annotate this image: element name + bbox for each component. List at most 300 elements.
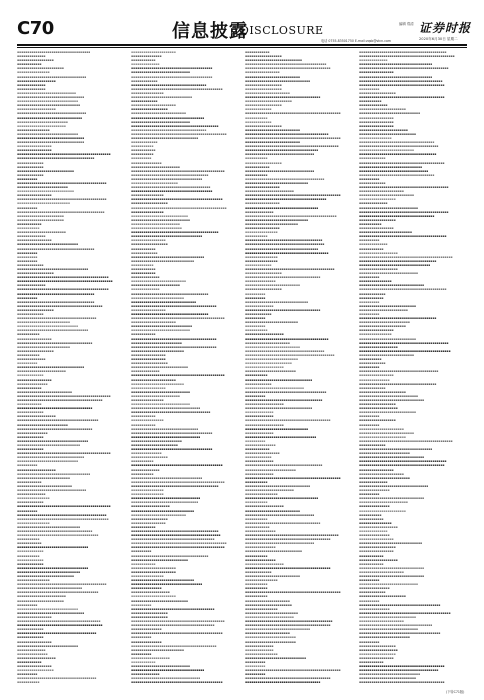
listing-line: ▪▪▪▪▪▪▪▪▪▪▪▪▪▪▪▪ [131, 574, 164, 578]
listing-line: ▪▪▪▪▪▪▪▪▪▪▪▪▪▪▪▪ [17, 127, 50, 132]
listing-line: ▪▪▪▪▪▪▪▪▪▪▪▪▪▪▪▪ [17, 496, 50, 501]
listing-line: ▪▪▪▪▪▪▪▪▪▪▪▪▪▪▪▪▪▪▪▪▪▪▪ [245, 99, 292, 104]
listing-line: ▪▪▪▪▪▪▪▪▪▪▪▪ [245, 447, 270, 452]
listing-line: ▪▪▪▪▪▪▪▪▪▪▪▪▪▪▪▪▪▪▪▪▪▪▪▪▪▪▪▪▪▪▪▪▪▪▪▪▪▪▪▪ [17, 533, 99, 538]
listing-line: ▪▪▪▪▪▪▪▪▪▪▪▪▪ [17, 434, 44, 439]
listing-line: ▪▪▪▪▪▪▪▪▪▪▪▪▪▪▪▪▪▪▪▪▪▪▪▪▪▪▪▪▪▪▪▪▪▪▪▪▪▪▪▪▪▪▪▪▪ [245, 213, 337, 218]
listing-line: ▪▪▪▪▪▪▪▪▪▪▪▪▪▪▪▪▪▪▪▪▪▪▪▪▪▪▪▪▪▪▪▪▪▪▪▪▪▪ [245, 238, 323, 243]
listing-line: ▪▪▪▪▪▪▪▪▪▪▪▪▪▪▪▪▪▪ [359, 217, 396, 222]
listing-line: ▪▪▪▪▪▪▪▪▪▪ [131, 651, 152, 656]
listing-line: ▪▪▪▪▪▪▪▪▪▪▪▪▪▪▪▪▪▪▪▪▪▪▪▪▪ [131, 340, 182, 345]
listing-line: ▪▪▪▪▪▪▪▪▪▪ [359, 639, 380, 644]
listing-line: ▪▪▪▪▪▪▪▪▪▪ [17, 250, 38, 255]
listing-line: ▪▪▪▪▪▪▪▪▪▪▪▪▪▪▪ [17, 381, 48, 386]
listing-line: ▪▪▪▪▪▪▪▪▪▪▪▪▪▪▪▪▪▪▪▪▪▪▪▪▪▪▪▪▪▪▪▪▪▪▪ [131, 582, 203, 587]
listing-line: ▪▪▪▪▪▪▪▪▪▪▪▪▪▪▪▪▪▪▪▪▪▪▪▪▪▪▪▪▪▪▪▪▪▪▪▪▪▪▪▪ [245, 197, 327, 202]
listing-line: ▪▪▪▪▪▪▪▪▪▪▪▪▪▪▪ [359, 606, 390, 611]
listing-line: ▪▪▪▪▪▪▪▪▪▪▪▪▪▪▪▪▪▪▪▪▪▪▪▪▪▪▪▪▪▪▪▪▪▪▪▪▪▪▪▪ [17, 590, 99, 595]
listing-line: ▪▪▪▪▪▪▪▪▪▪▪▪▪▪▪▪▪▪▪▪▪▪▪▪▪▪▪▪▪▪▪▪▪▪▪ [131, 176, 203, 181]
listing-line: ▪▪▪▪▪▪▪▪▪▪▪▪▪▪▪▪▪▪▪▪▪▪▪▪▪▪▪▪▪▪▪▪▪▪▪▪▪▪▪▪▪▪▪▪▪▪▪ [245, 668, 341, 673]
listing-line: ▪▪▪▪▪▪▪▪▪▪ [245, 324, 266, 329]
listing-line: ▪▪▪▪▪▪▪▪▪▪▪▪▪▪▪▪▪▪▪▪▪▪▪▪▪▪▪▪▪▪▪▪▪▪▪▪▪▪▪▪▪▪▪▪▪ [131, 86, 223, 91]
listing-line: ▪▪▪▪▪▪▪▪▪▪▪▪ [17, 385, 42, 390]
listing-line: ▪▪▪▪▪▪▪▪▪▪▪▪▪▪▪▪▪▪▪▪▪▪▪▪▪▪▪▪▪▪▪▪▪▪▪▪▪▪▪▪▪▪ [245, 623, 331, 628]
listing-line: ▪▪▪▪▪▪▪▪▪▪▪▪▪▪▪▪▪▪▪▪▪▪▪▪▪▪▪▪▪ [359, 205, 418, 210]
listing-line: ▪▪▪▪▪▪▪▪▪▪▪▪▪▪▪▪▪▪▪▪▪▪▪▪▪ [17, 119, 68, 124]
listing-line: ▪▪▪▪▪▪▪▪▪▪▪▪▪▪▪▪▪▪▪▪▪▪▪▪▪▪▪▪▪▪▪▪▪▪▪▪▪▪▪▪▪▪▪▪▪▪▪ [359, 54, 455, 59]
listing-line: ▪▪▪▪▪▪▪▪▪▪▪▪▪▪▪▪▪▪▪▪▪▪▪▪▪▪▪▪▪▪▪▪▪▪▪▪▪▪ [17, 299, 95, 304]
listing-line: ▪▪▪▪▪▪▪▪▪▪▪▪▪▪ [245, 430, 274, 435]
listing-line: ▪▪▪▪▪▪▪▪▪▪▪▪▪▪▪▪▪▪▪▪▪▪▪▪▪▪▪ [245, 344, 300, 349]
listing-line: ▪▪▪▪▪▪▪▪▪▪▪▪▪ [17, 164, 44, 169]
listing-line: ▪▪▪▪▪▪▪▪▪▪▪▪▪▪▪▪▪▪▪▪▪▪▪▪▪▪▪▪▪▪▪▪▪▪▪ [17, 438, 89, 443]
listing-line: ▪▪▪▪▪▪▪▪▪▪▪▪▪▪▪▪▪▪▪▪▪▪▪▪▪▪▪▪▪▪▪▪▪ [131, 426, 199, 431]
listing-line: ▪▪▪▪▪▪▪▪▪▪▪▪▪▪▪▪▪▪▪▪▪▪▪▪▪▪▪▪▪▪▪▪▪▪ [359, 483, 429, 488]
listing-line: ▪▪▪▪▪▪▪▪▪▪▪▪▪▪▪▪▪▪▪ [131, 655, 170, 660]
listing-line: ▪▪▪▪▪▪▪▪▪▪▪▪▪▪▪▪▪▪▪▪▪▪▪▪▪▪▪▪▪▪▪▪▪▪▪▪▪▪▪▪▪▪▪ [359, 234, 447, 239]
listing-line: ▪▪▪▪▪▪▪▪▪▪▪▪▪▪▪▪▪▪▪▪▪▪▪▪▪▪▪▪▪▪▪▪▪▪▪▪▪▪▪▪▪ [359, 78, 443, 83]
listing-line: ▪▪▪▪▪▪▪▪▪▪▪▪▪▪▪▪▪▪▪▪▪▪▪▪▪▪▪▪▪▪▪▪▪▪▪▪▪▪▪ [245, 242, 325, 247]
listing-line: ▪▪▪▪▪▪▪▪▪▪▪▪▪▪▪▪▪▪▪▪▪▪▪▪▪▪▪▪▪▪▪▪▪▪▪▪▪▪▪▪ [131, 189, 213, 194]
listing-line: ▪▪▪▪▪▪▪▪▪▪▪▪▪▪▪ [17, 430, 48, 435]
listing-line: ▪▪▪▪▪▪▪▪▪▪▪▪▪▪▪▪▪▪▪▪▪▪▪▪▪▪▪▪▪▪▪▪▪▪▪▪▪▪▪▪▪▪▪▪ [245, 266, 335, 271]
listing-line: ▪▪▪▪▪▪▪▪▪▪▪▪▪ [17, 172, 44, 177]
listing-line: ▪▪▪▪▪▪▪▪▪▪▪▪▪ [245, 381, 272, 386]
listing-line: ▪▪▪▪▪▪▪▪▪▪▪▪▪▪▪▪▪▪▪▪▪▪▪▪▪▪ [245, 610, 298, 615]
listing-line: ▪▪▪▪▪▪▪▪▪▪▪▪ [131, 561, 156, 566]
listing-line: ▪▪▪▪▪▪▪▪▪▪▪▪▪▪▪▪▪▪▪▪▪▪▪▪▪▪▪▪▪▪▪ [245, 426, 309, 431]
listing-line: ▪▪▪▪▪▪▪▪▪▪▪ [17, 352, 40, 357]
listing-line: ▪▪▪▪▪▪▪▪▪▪▪▪▪ [17, 262, 44, 267]
listing-line: ▪▪▪▪▪▪▪▪▪▪▪▪▪▪▪▪▪▪▪▪▪▪▪▪▪▪▪▪▪▪▪▪▪▪▪▪▪▪ [17, 291, 95, 296]
listing-line: ▪▪▪▪▪▪▪▪▪▪▪ [131, 459, 154, 464]
listing-line: ▪▪▪▪▪▪▪▪▪▪▪▪▪▪▪▪▪▪ [245, 271, 282, 276]
listing-line: ▪▪▪▪▪▪▪▪▪▪▪▪▪▪▪▪ [359, 135, 392, 140]
listing-line: ▪▪▪▪▪▪▪▪▪▪▪▪▪▪▪▪▪▪▪▪▪▪▪▪▪▪▪▪ [131, 365, 188, 370]
listing-line: ▪▪▪▪▪▪▪▪▪▪▪ [359, 221, 382, 226]
newspaper-logo: 证券时报 [419, 21, 472, 35]
listing-line: ▪▪▪▪▪▪▪▪▪▪▪▪ [17, 479, 42, 484]
listing-line: ▪▪▪▪▪▪▪▪▪▪▪▪▪▪▪▪▪▪▪▪▪▪▪▪▪ [17, 185, 68, 190]
listing-line: ▪▪▪▪▪▪▪▪▪▪▪▪▪▪▪▪▪▪▪▪▪▪▪▪▪▪▪ [245, 74, 300, 79]
listing-line: ▪▪▪▪▪▪▪▪▪▪▪▪▪▪▪▪▪▪▪▪▪▪▪▪▪ [17, 422, 68, 427]
listing-line: ▪▪▪▪▪▪▪▪▪▪▪▪▪▪▪▪▪▪▪▪▪▪▪▪▪▪▪▪▪▪▪▪▪▪▪▪▪▪▪▪▪▪▪ [245, 619, 333, 624]
listing-line: ▪▪▪▪▪▪▪▪▪▪ [131, 602, 152, 607]
listing-line: ▪▪▪▪▪▪▪▪▪▪▪▪▪▪▪▪▪▪▪▪▪▪▪▪▪▪▪▪▪▪▪▪▪▪▪▪▪▪▪▪▪▪ [359, 664, 445, 669]
listing-line: ▪▪▪▪▪▪▪▪▪▪ [131, 635, 152, 640]
listing-line: ▪▪▪▪▪▪▪▪▪▪▪▪▪▪▪▪▪▪▪▪▪▪▪▪▪▪▪ [17, 483, 72, 488]
listing-line: ▪▪▪▪▪▪▪▪▪▪▪▪▪▪▪▪ [131, 492, 164, 497]
listing-line: ▪▪▪▪▪▪▪▪▪▪▪▪▪▪▪▪▪▪▪ [245, 422, 284, 427]
listing-line: ▪▪▪▪▪▪▪▪▪▪▪▪▪▪ [359, 103, 388, 108]
listing-line: ▪▪▪▪▪▪▪▪▪▪▪▪▪▪▪▪▪▪▪▪▪▪ [359, 189, 404, 194]
listing-line: ▪▪▪▪▪▪▪▪▪▪▪▪▪▪▪▪▪▪▪▪▪▪▪▪▪▪▪▪▪▪▪▪▪▪ [131, 496, 201, 501]
listing-line: ▪▪▪▪▪▪▪▪▪▪▪▪▪▪▪▪▪▪▪▪▪▪▪▪▪▪▪▪▪▪▪▪ [359, 496, 425, 501]
listing-line: ▪▪▪▪▪▪▪▪▪▪▪▪ [17, 541, 42, 546]
listing-line: ▪▪▪▪▪▪▪▪▪▪▪▪▪▪▪▪▪▪▪▪▪▪▪▪▪▪▪▪▪▪▪▪▪▪▪▪▪▪▪▪▪ [131, 537, 215, 542]
column-3 [245, 50, 353, 686]
listing-line: ▪▪▪▪▪▪▪▪▪▪▪▪▪▪▪▪▪▪▪▪▪▪▪▪▪▪▪ [359, 430, 414, 435]
listing-line: ▪▪▪▪▪▪▪▪▪▪▪▪▪▪▪▪▪▪▪▪▪▪▪▪▪▪▪▪ [359, 303, 416, 308]
listing-line: ▪▪▪▪▪▪▪▪▪▪▪▪▪▪ [17, 82, 46, 87]
listing-line: ▪▪▪▪▪▪▪▪▪▪▪▪▪▪▪▪▪▪▪▪▪▪▪▪▪▪ [17, 201, 70, 206]
listing-line: ▪▪▪▪▪▪▪▪▪▪▪▪▪▪ [359, 479, 388, 484]
listing-line: ▪▪▪▪▪▪▪▪▪▪▪▪ [17, 402, 42, 407]
listing-line: ▪▪▪▪▪▪▪▪▪▪▪▪▪▪ [131, 275, 160, 280]
listing-line: ▪▪▪▪▪▪▪▪▪▪▪▪▪▪ [17, 283, 46, 288]
listing-line: ▪▪▪▪▪▪▪▪▪▪▪ [245, 328, 268, 333]
listing-line: ▪▪▪▪▪▪▪▪▪▪▪▪▪▪▪▪▪▪ [131, 614, 168, 619]
listing-line: ▪▪▪▪▪▪▪▪▪▪▪▪▪▪▪▪▪▪▪▪▪▪▪▪▪▪▪ [131, 512, 186, 517]
listing-line: ▪▪▪▪▪▪▪▪▪▪▪▪ [17, 62, 42, 67]
listing-line: ▪▪▪▪▪▪▪▪▪▪▪▪▪▪▪▪▪▪▪▪▪▪▪▪▪▪▪▪▪▪▪▪ [359, 397, 425, 402]
listing-line: ▪▪▪▪▪▪▪▪▪▪▪▪▪▪▪▪▪▪▪▪▪▪▪▪▪▪▪▪▪▪▪ [245, 299, 309, 304]
listing-line: ▪▪▪▪▪▪▪▪▪▪▪▪▪▪ [359, 201, 388, 206]
listing-line: ▪▪▪▪▪▪▪▪▪▪▪▪▪ [131, 99, 158, 104]
listing-line: ▪▪▪▪▪▪▪▪▪▪ [359, 578, 380, 583]
listing-line: ▪▪▪▪▪▪▪▪▪▪▪▪▪▪▪▪▪▪▪▪▪▪▪▪ [359, 500, 408, 505]
listing-line: ▪▪▪▪▪▪▪▪▪▪▪▪▪▪▪▪▪ [359, 70, 394, 75]
listing-line: ▪▪▪▪▪▪▪▪▪▪▪▪▪▪▪▪▪▪▪▪▪▪▪▪▪▪▪▪▪▪▪▪▪▪▪▪▪▪▪▪▪▪▪ [17, 209, 105, 214]
listing-line: ▪▪▪▪▪▪▪▪▪▪▪▪▪▪▪▪▪▪▪▪▪▪▪▪▪▪▪▪▪ [359, 271, 418, 276]
listing-line: ▪▪▪▪▪▪▪▪▪▪▪▪▪ [17, 373, 44, 378]
listing-line: ▪▪▪▪▪▪▪▪▪▪▪▪▪▪▪▪▪▪▪▪▪▪▪▪▪▪▪▪▪▪▪▪▪▪▪▪▪▪▪▪▪▪▪ [359, 287, 447, 292]
listing-line: ▪▪▪▪▪▪▪▪▪▪▪▪▪▪ [359, 242, 388, 247]
listing-line: ▪▪▪▪▪▪▪▪▪▪▪▪▪▪▪▪▪▪▪▪▪▪▪▪▪▪▪▪▪▪▪▪▪▪▪▪▪ [359, 213, 435, 218]
listing-line: ▪▪▪▪▪▪▪▪▪▪▪▪▪▪▪▪▪▪▪ [359, 557, 398, 562]
listing-line: ▪▪▪▪▪▪▪▪▪▪▪▪▪▪▪▪▪▪▪▪▪▪▪▪▪▪▪ [245, 508, 300, 513]
listing-line: ▪▪▪▪▪▪▪▪▪▪▪▪▪▪▪▪▪▪▪▪▪▪▪▪▪▪▪▪▪ [131, 328, 190, 333]
listing-line: ▪▪▪▪▪▪▪▪▪▪▪▪▪▪▪▪ [131, 209, 164, 214]
listing-line: ▪▪▪▪▪▪▪▪▪▪▪▪▪▪▪▪▪ [359, 549, 394, 554]
listing-line: ▪▪▪▪▪▪▪▪▪▪▪▪▪▪ [245, 643, 274, 648]
listing-line: ▪▪▪▪▪▪▪▪▪▪▪▪▪▪ [17, 234, 46, 239]
listing-line: ▪▪▪▪▪▪▪▪▪▪▪▪▪▪▪▪▪▪▪▪▪▪▪▪▪▪▪▪▪▪▪▪▪▪▪▪▪▪▪▪▪▪▪▪ [359, 66, 449, 71]
listing-line: ▪▪▪▪▪▪▪▪▪▪▪▪▪▪▪▪▪▪▪▪▪▪▪▪▪▪▪▪▪▪▪▪▪▪▪▪▪▪▪▪▪▪ [359, 463, 445, 468]
listing-line: ▪▪▪▪▪▪▪▪▪▪▪▪▪▪▪▪▪▪▪▪▪▪▪▪▪▪▪▪▪▪▪▪▪▪▪▪▪▪▪▪▪▪▪▪▪▪ [131, 316, 225, 321]
listing-line: ▪▪▪▪▪▪▪▪▪▪▪▪▪▪▪▪▪▪▪▪▪▪▪▪▪▪▪▪▪ [359, 582, 418, 587]
listing-line: ▪▪▪▪▪▪▪▪▪▪▪▪▪▪▪▪▪▪▪▪▪▪▪▪▪▪▪▪▪▪▪▪▪▪▪▪▪▪▪▪ [131, 430, 213, 435]
listing-line: ▪▪▪▪▪▪▪▪▪▪▪▪▪▪▪▪▪▪▪▪▪▪▪▪▪▪▪▪▪▪▪▪▪▪▪▪▪▪▪▪▪▪▪▪▪ [131, 680, 223, 685]
listing-line: ▪▪▪▪▪▪▪▪▪▪▪▪▪▪▪▪▪▪▪▪▪▪▪▪▪▪▪▪▪▪▪▪▪ [17, 140, 85, 145]
listing-line: ▪▪▪▪▪▪▪▪▪▪▪▪▪▪▪▪▪▪▪▪▪▪▪▪▪▪▪▪▪▪ [17, 459, 78, 464]
listing-line: ▪▪▪▪▪▪▪▪▪▪▪▪▪▪▪▪▪▪▪▪▪▪▪▪▪▪▪▪▪▪▪▪▪▪▪▪▪▪▪▪▪▪▪▪▪▪▪ [131, 205, 227, 210]
listing-line: ▪▪▪▪▪▪▪▪▪▪▪ [245, 586, 268, 591]
listing-line: ▪▪▪▪▪▪▪▪▪▪▪▪▪▪▪▪▪▪▪▪▪▪▪▪▪▪▪▪▪▪ [245, 655, 306, 660]
listing-line: ▪▪▪▪▪▪▪▪▪▪▪▪▪▪▪▪ [245, 578, 278, 583]
listing-line: ▪▪▪▪▪▪▪▪▪▪▪▪▪▪▪▪▪▪▪▪▪▪▪▪▪▪▪▪▪▪ [17, 131, 78, 136]
listing-line: ▪▪▪▪▪▪▪▪▪▪▪▪▪▪▪▪▪▪▪▪▪▪ [131, 50, 176, 54]
listing-line: ▪▪▪▪▪▪▪▪▪▪▪▪▪▪▪▪▪▪▪▪▪▪▪▪▪▪▪▪▪▪▪▪▪▪ [131, 406, 201, 411]
listing-line: ▪▪▪▪▪▪▪▪▪▪▪▪▪▪▪▪▪▪▪▪▪▪▪▪▪▪▪▪▪▪▪▪▪▪▪▪▪▪▪▪▪▪ [359, 160, 445, 165]
listing-line: ▪▪▪▪▪▪▪▪▪▪▪▪▪▪▪▪▪▪▪▪▪▪ [359, 619, 404, 624]
listing-line: ▪▪▪▪▪▪▪▪▪▪▪▪▪▪ [131, 287, 160, 292]
listing-line: ▪▪▪▪▪▪▪▪▪▪▪▪▪▪▪ [359, 377, 390, 382]
listing-line: ▪▪▪▪▪▪▪▪▪▪▪▪▪▪▪ [359, 586, 390, 591]
listing-line: ▪▪▪▪▪▪▪▪▪▪▪▪▪▪▪▪▪▪▪▪▪▪▪▪▪▪▪▪▪▪▪▪▪▪▪▪ [17, 50, 91, 54]
masthead-rule-thin [17, 47, 467, 48]
listing-line: ▪▪▪▪▪▪▪▪▪▪▪▪▪▪▪▪▪▪▪▪▪▪▪ [17, 598, 64, 603]
listing-line: ▪▪▪▪▪▪▪▪▪▪▪▪▪▪▪▪▪▪▪▪▪▪▪▪▪▪▪▪▪▪▪▪▪▪▪▪▪▪▪ [17, 631, 97, 636]
listing-line: ▪▪▪▪▪▪▪▪▪▪▪▪▪▪▪▪▪▪ [17, 307, 54, 312]
listing-line: ▪▪▪▪▪▪▪▪▪▪▪▪▪▪▪▪▪▪▪▪▪▪▪▪▪▪▪ [245, 127, 300, 132]
listing-line: ▪▪▪▪▪▪▪▪▪▪▪▪▪▪▪▪▪▪▪▪▪▪▪▪▪▪▪▪▪▪▪▪▪▪▪▪▪▪▪ [359, 144, 439, 149]
listing-line: ▪▪▪▪▪▪▪▪▪▪▪▪▪▪▪▪▪▪▪▪▪▪▪▪▪▪▪▪▪▪▪▪▪▪▪▪▪▪ [131, 291, 209, 296]
listing-line: ▪▪▪▪▪▪▪▪▪▪ [359, 422, 380, 427]
listing-line: ▪▪▪▪▪▪▪▪▪▪▪▪▪▪▪▪▪▪▪▪▪▪▪▪▪▪▪▪ [359, 676, 416, 681]
listing-line: ▪▪▪▪▪▪▪▪▪▪▪▪▪▪ [17, 86, 46, 91]
listing-line: ▪▪▪▪▪▪▪▪▪▪▪▪▪▪▪▪▪▪▪▪▪▪▪▪▪▪▪▪ [359, 336, 416, 341]
listing-line: ▪▪▪▪▪▪▪▪▪▪ [245, 393, 266, 398]
listing-line: ▪▪▪▪▪▪▪▪▪▪▪▪▪▪▪▪▪ [17, 639, 52, 644]
listing-line: ▪▪▪▪▪▪▪▪▪▪ [17, 295, 38, 300]
listing-line: ▪▪▪▪▪▪▪▪▪▪▪▪▪▪▪▪▪▪▪▪▪▪▪▪▪▪▪▪▪▪▪▪▪▪▪▪▪▪▪▪▪▪▪▪▪▪ [131, 479, 225, 484]
listing-line: ▪▪▪▪▪▪▪▪▪▪▪▪▪▪▪▪ [131, 488, 164, 493]
listing-line: ▪▪▪▪▪▪▪▪▪▪▪▪▪▪▪▪▪▪▪ [17, 467, 56, 472]
listing-line: ▪▪▪▪▪▪▪▪▪▪▪▪▪▪▪▪▪▪▪▪▪▪▪▪▪▪▪▪▪▪ [131, 324, 192, 329]
listing-line: ▪▪▪▪▪▪▪▪▪▪▪ [131, 471, 154, 476]
listing-line: ▪▪▪▪▪▪▪▪▪▪▪▪▪▪▪▪▪▪▪▪▪▪▪▪ [245, 614, 294, 619]
listing-line: ▪▪▪▪▪▪▪▪▪▪▪▪▪▪ [131, 369, 160, 374]
listing-line: ▪▪▪▪▪▪▪▪▪▪▪▪▪▪▪▪▪▪▪▪▪▪▪▪▪▪▪▪▪▪▪ [131, 258, 195, 263]
listing-line: ▪▪▪▪▪▪▪▪▪▪▪▪▪ [245, 569, 272, 574]
listing-line: ▪▪▪▪▪▪▪▪▪▪▪▪▪▪▪▪ [17, 578, 50, 583]
listing-line: ▪▪▪▪▪▪▪▪▪▪▪▪▪▪▪▪▪▪▪▪▪▪▪▪▪ [131, 226, 182, 231]
listing-line: ▪▪▪▪▪▪▪▪▪▪▪▪▪▪▪▪▪▪▪▪▪▪▪▪▪▪▪▪▪ [131, 664, 190, 669]
listing-line: ▪▪▪▪▪▪▪▪▪▪▪▪▪▪▪▪▪ [245, 201, 280, 206]
listing-line: ▪▪▪▪▪▪▪▪▪▪▪▪▪ [359, 291, 386, 296]
listing-line: ▪▪▪▪▪▪▪▪▪▪▪▪▪▪▪▪▪▪▪ [359, 524, 398, 529]
listing-line: ▪▪▪▪▪▪▪▪▪▪▪▪▪▪▪▪▪▪▪▪▪▪▪▪▪▪▪▪▪▪▪▪▪▪▪▪ [131, 668, 205, 673]
listing-line: ▪▪▪▪▪▪▪▪▪▪▪▪▪▪▪▪▪▪▪▪▪▪▪▪▪▪▪ [131, 279, 186, 284]
listing-line: ▪▪▪▪▪▪▪▪▪▪▪▪▪▪▪▪▪▪▪▪▪▪▪▪▪▪▪▪▪▪▪▪▪▪▪▪▪▪▪▪▪ [245, 131, 329, 136]
listing-line: ▪▪▪▪▪▪▪▪▪▪▪▪▪▪▪▪▪▪▪▪▪▪▪▪▪▪ [245, 320, 298, 325]
listing-line: ▪▪▪▪▪▪▪▪▪▪▪▪▪▪▪ [245, 545, 276, 550]
listing-line: ▪▪▪▪▪▪▪▪▪▪▪▪▪▪ [245, 303, 274, 308]
listing-line: ▪▪▪▪▪▪▪▪▪▪▪▪▪▪▪▪▪ [359, 123, 394, 128]
listing-line: ▪▪▪▪▪▪▪▪▪▪▪▪▪▪▪▪▪▪▪▪▪▪▪▪▪▪▪▪▪▪▪▪▪ [17, 95, 85, 100]
listing-line: ▪▪▪▪▪▪▪▪▪▪ [245, 291, 266, 296]
listing-line: ▪▪▪▪▪▪▪▪▪▪ [359, 312, 380, 316]
listing-line: ▪▪▪▪▪▪▪▪▪▪▪▪▪▪▪▪▪▪▪▪▪▪▪▪▪▪▪▪▪▪▪▪▪▪▪▪▪ [245, 680, 321, 685]
listing-line: ▪▪▪▪▪▪▪▪▪▪▪▪▪▪▪▪▪▪▪▪▪▪▪▪▪▪▪▪▪▪▪▪▪▪▪▪▪▪▪▪▪▪ [245, 66, 331, 71]
listing-line: ▪▪▪▪▪▪▪▪▪▪▪▪▪▪▪▪▪▪ [359, 197, 396, 202]
listing-line: ▪▪▪▪▪▪▪▪▪▪▪▪▪▪▪▪▪▪▪ [359, 406, 398, 411]
listing-line: ▪▪▪▪▪▪▪▪▪▪▪▪▪▪▪▪▪▪▪ [17, 78, 56, 83]
listing-line: ▪▪▪▪▪▪▪▪▪▪▪▪▪▪▪▪▪ [17, 377, 52, 382]
listing-line: ▪▪▪▪▪▪▪▪▪▪▪▪▪▪▪▪▪▪▪▪▪▪▪▪▪▪▪ [245, 283, 300, 288]
listing-line: ▪▪▪▪▪▪▪▪▪▪▪▪▪▪▪▪▪▪▪▪▪▪ [131, 320, 176, 325]
listing-line: ▪▪▪▪▪▪▪▪▪▪▪▪▪▪▪▪▪▪▪▪▪▪▪▪▪▪▪▪▪▪▪▪▪▪▪▪▪▪▪▪▪▪▪▪▪▪▪ [245, 193, 341, 198]
listing-line: ▪▪▪▪▪▪▪▪▪▪▪▪▪▪▪▪▪▪▪▪▪▪▪▪▪▪▪▪▪ [245, 385, 304, 390]
listing-line: ▪▪▪▪▪▪▪▪▪▪▪▪▪▪▪▪▪▪▪▪▪▪▪▪▪▪▪▪▪▪▪▪▪▪▪▪▪▪▪▪▪▪▪▪ [359, 209, 449, 214]
listing-line: ▪▪▪▪▪▪▪▪▪▪▪▪▪▪▪▪▪▪▪▪▪▪▪▪▪▪▪▪ [359, 131, 416, 136]
listing-line: ▪▪▪▪▪▪▪▪▪▪▪▪▪▪▪▪▪▪▪▪▪▪▪▪ [17, 594, 66, 599]
listing-line: ▪▪▪▪▪▪▪▪▪▪▪▪▪ [17, 160, 44, 165]
listing-line: ▪▪▪▪▪▪▪▪▪▪▪▪▪▪▪▪▪▪▪ [245, 365, 284, 370]
listing-line: ▪▪▪▪▪▪▪▪▪▪▪▪▪▪▪▪▪▪ [359, 418, 396, 423]
listing-line: ▪▪▪▪▪▪▪▪▪▪▪▪ [245, 164, 270, 169]
listing-line: ▪▪▪▪▪▪▪▪▪▪▪▪▪▪▪▪▪▪▪▪▪▪▪▪▪▪▪▪▪▪▪▪▪▪▪▪▪▪▪▪▪▪▪▪▪▪ [131, 373, 225, 378]
listing-line: ▪▪▪▪▪▪▪▪▪▪▪▪▪▪▪▪▪▪▪▪▪▪▪▪▪▪▪▪▪▪▪▪▪▪▪ [131, 475, 203, 480]
listing-line: ▪▪▪▪▪▪▪▪▪▪▪▪▪▪▪▪▪ [359, 115, 394, 120]
listing-line: ▪▪▪▪▪▪▪▪▪▪▪▪▪▪▪▪▪▪▪▪▪▪▪▪▪▪▪▪▪▪▪▪▪▪▪▪▪▪▪▪▪▪▪ [131, 123, 219, 128]
listing-line: ▪▪▪▪▪▪▪▪▪▪ [17, 361, 38, 366]
listing-line: ▪▪▪▪▪▪▪▪▪▪▪▪▪▪▪▪▪▪▪▪▪▪▪▪▪▪ [17, 344, 70, 349]
listing-line: ▪▪▪▪▪▪▪▪▪▪▪▪▪▪▪▪▪▪▪ [359, 344, 398, 349]
listing-line: ▪▪▪▪▪▪▪▪▪▪▪▪▪▪▪ [245, 528, 276, 533]
listing-line: ▪▪▪▪▪▪▪▪▪▪▪▪▪▪▪▪▪▪▪▪▪▪▪▪▪▪▪▪▪▪▪▪▪▪▪▪▪▪▪▪▪▪▪▪▪▪▪ [245, 135, 341, 140]
listing-line: ▪▪▪▪▪▪▪▪▪▪▪▪▪▪▪▪▪▪▪ [245, 332, 284, 337]
listing-line: ▪▪▪▪▪▪▪▪▪▪▪▪▪▪▪▪▪▪▪▪▪▪▪▪▪▪▪▪▪▪▪▪▪▪▪▪▪▪▪▪▪▪▪▪ [245, 352, 335, 357]
listing-line: ▪▪▪▪▪▪▪▪▪▪▪▪▪▪▪▪▪▪▪ [131, 504, 170, 509]
listing-line: ▪▪▪▪▪▪▪▪▪▪▪▪▪▪▪▪ [245, 254, 278, 259]
listing-line: ▪▪▪▪▪▪▪▪▪▪▪▪▪▪▪▪▪▪▪▪▪▪▪▪▪▪▪▪▪▪▪▪▪▪▪▪▪▪▪▪▪▪▪▪ [17, 181, 107, 185]
listing-line: ▪▪▪▪▪▪▪▪▪▪▪▪▪▪▪▪▪▪▪▪▪▪▪▪▪▪▪▪▪ [131, 119, 190, 124]
listing-line: ▪▪▪▪▪▪▪▪▪▪▪▪▪▪▪▪▪▪▪▪▪▪▪▪▪▪▪▪▪▪▪▪▪▪▪▪▪▪▪▪▪▪▪ [131, 230, 219, 235]
listing-line: ▪▪▪▪▪▪▪▪▪▪▪▪▪▪ [17, 357, 46, 362]
listing-line: ▪▪▪▪▪▪▪▪▪▪▪ [131, 262, 154, 267]
listing-line: ▪▪▪▪▪▪▪▪▪▪▪▪▪▪▪▪▪▪▪▪▪▪▪ [359, 508, 406, 513]
listing-line: ▪▪▪▪▪▪▪▪▪▪▪▪▪▪▪▪▪▪▪▪▪▪▪ [17, 217, 64, 222]
listing-line: ▪▪▪▪▪▪▪▪▪▪▪▪▪▪▪▪▪▪ [131, 107, 168, 112]
listing-line: ▪▪▪▪▪▪▪▪▪▪▪▪▪▪▪▪▪▪▪▪▪▪▪▪▪▪▪▪▪▪▪▪▪▪▪▪▪▪▪▪▪▪▪▪▪▪ [17, 504, 111, 509]
listing-line: ▪▪▪▪▪▪▪▪▪▪▪▪▪ [17, 561, 44, 566]
listing-line: ▪▪▪▪▪▪▪▪▪▪▪▪▪▪▪▪ [359, 520, 392, 525]
listing-line: ▪▪▪▪▪▪▪▪▪▪▪▪▪▪▪▪▪▪▪▪▪▪▪▪▪▪▪▪▪▪▪▪▪ [131, 500, 199, 505]
listing-line: ▪▪▪▪▪▪▪▪▪▪▪▪▪▪▪▪▪▪▪▪▪▪▪▪▪▪▪▪▪▪▪ [17, 103, 81, 108]
listing-line: ▪▪▪▪▪▪▪▪▪▪▪▪▪▪▪▪▪ [359, 119, 394, 124]
listing-line: ▪▪▪▪▪▪▪▪▪▪▪▪▪▪▪▪▪▪▪▪▪▪▪▪▪▪▪ [359, 352, 414, 357]
listing-line: ▪▪▪▪▪▪▪▪▪▪▪▪▪▪▪▪▪▪ [17, 271, 54, 276]
listing-line: ▪▪▪▪▪▪▪▪▪▪▪▪▪▪▪▪▪▪▪▪▪▪▪▪▪▪▪▪▪▪▪▪▪▪▪ [17, 328, 89, 333]
column-4 [359, 50, 467, 686]
listing-line: ▪▪▪▪▪▪▪▪▪▪▪▪▪▪▪▪▪▪▪▪▪▪▪▪▪▪▪▪▪▪▪▪▪▪▪▪▪▪▪▪▪▪▪▪▪▪▪ [245, 475, 341, 480]
listing-line: ▪▪▪▪▪▪▪▪▪▪▪▪▪▪▪▪▪▪▪▪▪▪ [245, 631, 290, 636]
listing-line: ▪▪▪▪▪▪▪▪▪▪▪▪▪ [131, 140, 158, 145]
listing-line: ▪▪▪▪▪▪▪▪▪▪▪▪▪▪▪▪▪▪▪▪▪▪▪▪▪▪▪▪▪▪ [359, 672, 420, 677]
listing-line: ▪▪▪▪▪▪▪▪▪▪▪▪▪▪▪▪▪▪▪▪▪▪▪▪▪▪▪▪▪▪▪▪▪▪▪▪ [245, 246, 319, 251]
listing-line: ▪▪▪▪▪▪▪▪▪▪▪▪▪▪▪▪▪▪▪▪▪▪▪▪▪▪▪▪▪▪▪▪▪▪ [359, 168, 429, 173]
listing-line: ▪▪▪▪▪▪▪▪▪▪▪▪▪▪▪▪▪▪▪▪▪▪▪▪▪ [245, 369, 296, 374]
listing-line: ▪▪▪▪▪▪▪▪▪▪ [245, 438, 266, 443]
listing-line: ▪▪▪▪▪▪▪▪▪▪▪▪ [359, 246, 384, 251]
listing-line: ▪▪▪▪▪▪▪▪▪▪▪▪▪▪▪▪▪▪ [359, 545, 396, 550]
listing-line: ▪▪▪▪▪▪▪▪▪▪▪▪▪▪▪▪▪▪▪▪▪▪▪▪▪▪▪▪▪▪▪▪▪▪▪▪▪▪ [245, 397, 323, 402]
listing-line: ▪▪▪▪▪▪▪▪▪▪▪▪▪▪▪▪ [359, 279, 392, 284]
listing-line: ▪▪▪▪▪▪▪▪▪▪▪▪▪▪▪▪▪▪▪▪▪▪▪▪▪▪▪▪▪▪ [17, 643, 78, 648]
listing-line: ▪▪▪▪▪▪▪▪▪▪▪ [245, 172, 268, 177]
listing-line: ▪▪▪▪▪▪▪▪▪▪▪▪▪▪▪▪▪▪▪▪▪▪▪▪▪▪▪▪▪▪▪▪▪▪▪▪▪▪ [245, 463, 323, 468]
listing-line: ▪▪▪▪▪▪▪▪▪▪▪▪▪▪▪▪▪▪▪▪▪▪▪▪ [131, 164, 180, 169]
listing-line: ▪▪▪▪▪▪▪▪▪▪▪▪▪▪▪▪▪▪▪▪▪▪▪▪▪▪▪▪▪▪▪▪▪▪▪▪ [359, 623, 433, 628]
listing-line: ▪▪▪▪▪▪▪▪▪▪▪▪▪▪▪▪▪▪▪▪▪▪▪▪ [131, 393, 180, 398]
listing-line: ▪▪▪▪▪▪▪▪▪▪▪▪▪ [359, 385, 386, 390]
listing-line: ▪▪▪▪▪▪▪▪▪▪▪▪▪▪ [131, 62, 160, 67]
listing-line: ▪▪▪▪▪▪▪▪▪▪▪▪▪▪▪▪▪▪▪▪▪▪▪ [359, 434, 406, 439]
listing-line: ▪▪▪▪▪▪▪▪▪▪▪▪▪▪▪▪▪▪ [359, 90, 396, 95]
listing-line: ▪▪▪▪▪▪▪▪▪▪ [17, 176, 38, 181]
listing-line: ▪▪▪▪▪▪▪▪▪▪▪▪▪▪▪▪▪▪▪▪▪▪▪▪▪▪▪▪▪▪▪▪▪▪▪▪ [245, 205, 319, 210]
listing-line: ▪▪▪▪▪▪▪▪▪▪▪ [245, 156, 268, 161]
listing-line: ▪▪▪▪▪▪▪▪▪▪▪▪▪▪▪▪▪▪▪▪▪▪▪▪▪▪▪▪▪▪▪▪▪▪▪▪▪ [245, 95, 321, 100]
listing-line: ▪▪▪▪▪▪▪▪▪▪▪▪▪▪▪▪▪▪▪▪▪▪▪▪▪▪▪ [359, 148, 414, 153]
listing-line: ▪▪▪▪▪▪▪▪▪▪▪▪▪▪▪▪▪▪▪▪▪▪▪▪▪▪▪ [245, 140, 300, 145]
listing-line: ▪▪▪▪▪▪▪▪▪▪▪▪▪▪▪ [131, 639, 162, 644]
listing-line: ▪▪▪▪▪▪▪▪▪▪▪▪▪▪▪▪▪▪▪ [131, 590, 170, 595]
listing-line: ▪▪▪▪▪▪▪▪▪▪▪▪▪▪ [245, 414, 274, 419]
listing-line: ▪▪▪▪▪▪▪▪▪▪▪▪▪▪▪▪▪▪▪▪▪▪▪▪▪▪▪▪▪▪▪▪▪▪▪▪▪▪▪▪▪▪ [245, 537, 331, 542]
listing-line: ▪▪▪▪▪▪▪▪▪▪▪▪▪▪▪▪▪▪▪▪▪▪▪▪▪▪▪▪▪▪▪▪▪▪▪▪▪▪▪▪▪▪▪▪▪▪▪ [245, 111, 341, 116]
listing-line: ▪▪▪▪▪▪▪▪▪▪▪▪▪▪▪▪▪▪▪▪▪▪▪▪ [131, 221, 180, 226]
masthead-meta: 电话 0755-83501750 E-mail:zqsb@stcn.com [321, 39, 392, 43]
listing-line: ▪▪▪▪▪▪▪▪▪▪▪▪▪▪▪▪▪ [17, 148, 52, 153]
listing-line: ▪▪▪▪▪▪▪▪▪▪▪▪▪▪▪▪▪▪▪▪▪▪▪▪▪▪▪▪▪▪▪▪▪▪▪▪▪▪▪▪▪▪ [359, 82, 445, 87]
listing-line: ▪▪▪▪▪▪▪▪▪▪▪▪▪▪▪▪▪▪▪▪▪▪▪▪ [245, 488, 294, 493]
listing-line: ▪▪▪▪▪▪▪▪▪▪▪▪ [131, 271, 156, 276]
listing-line: ▪▪▪▪▪▪▪▪▪▪▪▪▪▪▪▪▪▪▪▪▪▪▪▪▪▪▪▪▪▪▪▪▪▪▪▪▪▪▪▪▪▪ [245, 676, 331, 681]
continuation-note: (下转C71版) [446, 690, 465, 694]
listing-line: ▪▪▪▪▪▪▪▪▪▪▪▪▪▪▪▪▪▪▪▪▪▪▪▪▪▪▪▪▪▪▪▪▪▪▪ [17, 545, 89, 550]
listing-line: ▪▪▪▪▪▪▪▪▪▪▪▪▪▪▪▪▪▪ [245, 86, 282, 91]
listing-line: ▪▪▪▪▪▪▪▪▪▪▪▪▪▪▪▪▪▪▪▪▪▪▪▪▪▪▪▪▪▪▪▪▪▪▪▪▪▪ [359, 316, 437, 321]
listing-line: ▪▪▪▪▪▪▪▪▪▪▪▪▪▪▪▪▪▪▪▪▪▪▪▪▪▪▪▪▪▪▪▪▪▪▪▪▪▪▪▪▪▪▪▪▪▪▪ [131, 541, 227, 546]
listing-line: ▪▪▪▪▪▪▪▪▪▪▪▪▪▪▪▪▪▪▪▪▪▪▪▪▪▪▪▪▪▪▪▪▪▪▪▪▪▪▪ [131, 410, 211, 415]
listing-line: ▪▪▪▪▪▪▪▪▪▪▪▪▪▪▪▪▪▪▪▪▪▪▪▪▪▪▪▪▪▪▪▪▪▪▪ [359, 262, 431, 267]
listing-line: ▪▪▪▪▪▪▪▪▪▪▪▪▪▪▪▪▪▪▪▪▪▪▪▪▪▪▪▪▪▪▪▪▪▪▪▪▪▪▪▪▪▪▪▪▪▪ [359, 438, 453, 443]
listing-line: ▪▪▪▪▪▪▪▪▪▪▪▪▪▪▪▪▪▪▪▪▪▪▪▪▪▪▪▪▪▪▪▪▪▪▪▪▪▪▪ [17, 676, 97, 681]
listing-line: ▪▪▪▪▪▪▪▪▪▪▪▪▪▪▪▪▪▪▪▪▪▪▪ [245, 602, 292, 607]
listing-line: ▪▪▪▪▪▪▪▪▪▪▪▪▪ [131, 78, 158, 83]
listing-line: ▪▪▪▪▪▪▪▪▪▪▪▪▪▪▪▪▪▪▪▪▪▪▪▪▪▪▪▪▪▪▪▪▪▪▪▪▪▪▪▪ [245, 389, 327, 394]
listing-line: ▪▪▪▪▪▪▪▪▪▪▪▪▪▪▪▪▪▪ [245, 123, 282, 128]
listing-line: ▪▪▪▪▪▪▪▪▪▪▪▪▪▪▪▪▪▪▪▪▪▪▪▪▪▪▪▪▪ [359, 627, 418, 632]
listing-line: ▪▪▪▪▪▪▪▪▪▪▪▪▪▪▪▪ [245, 258, 278, 263]
listing-line: ▪▪▪▪▪▪▪▪▪▪▪ [245, 373, 268, 378]
listing-line: ▪▪▪▪▪▪▪▪▪▪▪▪▪▪▪▪▪▪▪▪▪▪▪▪▪▪▪▪▪▪▪▪▪▪▪▪▪▪▪▪▪▪▪▪▪ [17, 275, 109, 280]
listing-line: ▪▪▪▪▪▪▪▪▪▪▪▪ [359, 553, 384, 558]
listing-line: ▪▪▪▪▪▪▪▪▪▪▪▪▪▪▪▪▪▪▪▪▪▪▪▪▪▪▪▪▪▪▪▪▪▪▪▪ [245, 496, 319, 501]
listing-line: ▪▪▪▪▪▪▪▪▪▪▪▪▪▪▪▪▪▪ [245, 82, 282, 87]
listing-line: ▪▪▪▪▪▪▪▪▪▪▪▪▪▪▪▪▪▪▪▪▪▪▪▪▪▪▪▪▪▪▪▪▪▪▪▪ [131, 254, 205, 259]
listing-line: ▪▪▪▪▪▪▪▪▪▪▪▪ [359, 561, 384, 566]
listing-line: ▪▪▪▪▪▪▪▪▪▪▪▪▪▪▪▪▪▪▪▪▪▪▪▪▪▪▪▪▪▪▪▪▪▪ [245, 152, 315, 157]
listing-line: ▪▪▪▪▪▪▪▪▪▪▪▪▪▪▪▪▪▪▪▪▪▪▪ [359, 389, 406, 394]
listing-line: ▪▪▪▪▪▪▪▪▪▪▪▪▪▪▪▪▪▪▪▪▪▪▪▪▪▪▪▪▪▪▪▪ [245, 627, 311, 632]
listing-line: ▪▪▪▪▪▪▪▪▪▪▪▪▪▪▪▪▪ [359, 655, 394, 660]
listing-line: ▪▪▪▪▪▪▪▪▪▪▪▪▪▪▪▪▪▪▪▪▪▪▪▪▪▪▪▪▪▪▪▪▪▪▪▪▪ [245, 520, 321, 525]
listing-line: ▪▪▪▪▪▪▪▪▪▪▪▪▪▪▪▪▪▪▪▪▪▪▪▪▪▪▪▪▪▪▪ [245, 217, 309, 222]
listing-line: ▪▪▪▪▪▪▪▪▪▪▪▪▪▪▪▪▪ [131, 352, 166, 357]
listing-line: ▪▪▪▪▪▪▪▪▪▪▪ [245, 516, 268, 521]
listing-line: ▪▪▪▪▪▪▪▪▪▪▪▪▪▪▪▪ [245, 230, 278, 235]
listing-line: ▪▪▪▪▪▪▪▪▪▪▪▪▪▪▪▪▪▪▪▪▪▪▪▪▪▪▪▪▪▪▪▪▪ [131, 135, 199, 140]
listing-line: ▪▪▪▪▪▪▪▪▪▪▪▪▪▪▪▪▪▪▪▪▪▪▪▪▪▪▪▪▪▪▪▪▪▪▪▪▪▪▪▪▪▪▪▪▪▪▪ [17, 279, 113, 284]
listing-line: ▪▪▪▪▪▪▪▪▪▪▪▪▪▪ [245, 410, 274, 415]
listing-line: ▪▪▪▪▪▪▪▪▪▪▪▪▪▪▪▪ [131, 397, 164, 402]
listing-line: ▪▪▪▪▪▪▪▪▪▪▪▪▪▪▪▪▪▪▪▪▪▪▪▪▪▪▪▪▪▪▪▪▪▪▪▪▪▪▪▪▪▪▪▪▪ [359, 610, 451, 615]
listing-line: ▪▪▪▪▪▪▪▪▪▪▪▪▪ [245, 107, 272, 112]
listing-line: ▪▪▪▪▪▪▪▪▪▪▪▪▪▪▪▪▪▪▪▪▪▪▪▪▪▪▪▪▪▪▪▪▪▪▪▪▪▪▪▪▪▪ [245, 565, 331, 570]
listing-line: ▪▪▪▪▪▪▪▪▪▪▪▪▪▪▪▪▪ [245, 451, 280, 456]
listing-line: ▪▪▪▪▪▪▪▪▪▪▪▪▪▪▪▪▪▪ [17, 348, 54, 353]
listing-line: ▪▪▪▪▪▪▪▪▪▪▪▪▪ [359, 181, 386, 185]
listing-line: ▪▪▪▪▪▪▪▪▪▪▪▪▪▪▪▪▪▪▪▪▪▪▪▪▪▪▪▪▪▪ [17, 606, 78, 611]
listing-line: ▪▪▪▪▪▪▪▪▪▪▪▪▪ [17, 500, 44, 505]
listing-line: ▪▪▪▪▪▪▪▪▪▪▪▪▪ [245, 262, 272, 267]
listing-line: ▪▪▪▪▪▪▪▪▪▪▪▪▪▪▪▪▪▪▪▪▪▪▪▪▪▪▪▪▪▪▪▪▪▪▪▪▪▪▪▪▪▪▪▪▪ [359, 348, 451, 353]
listing-line: ▪▪▪▪▪▪▪▪▪▪▪ [359, 512, 382, 517]
